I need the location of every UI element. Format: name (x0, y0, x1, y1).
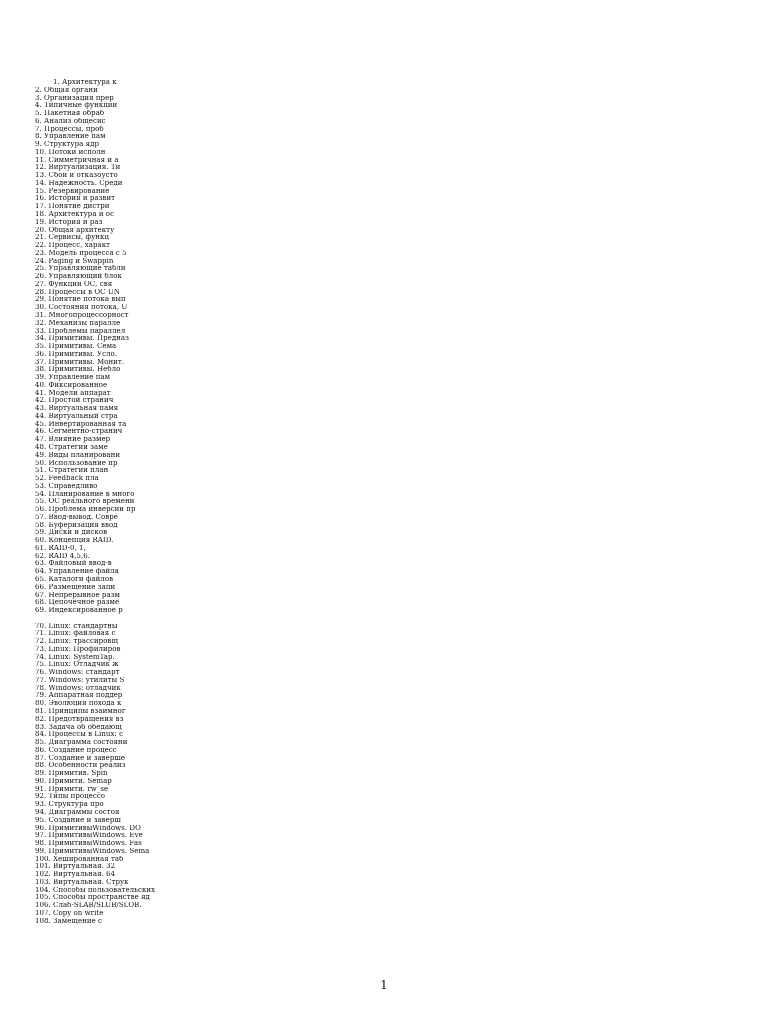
toc-item: 24. Paging и Swappin (35, 257, 114, 265)
toc-item: 73. Linux: Профилиров (35, 645, 121, 653)
toc-item: 96. ПримитивыWindows. DO (35, 824, 141, 832)
toc-item: 36. Примитивы. Усло. (35, 350, 118, 358)
toc-item: 11. Симметричная и а (35, 156, 119, 164)
toc-item: 30. Состояния потока, U (35, 304, 128, 312)
toc-item: 86. Создание процесс (35, 746, 117, 754)
toc-item: 92. Типы процессо (35, 793, 106, 801)
toc-item: 47. Влияние размер (35, 436, 111, 444)
toc-item: 103. Виртуальная. Струк (35, 878, 129, 886)
toc-item: 57. Ввод-вывод. Совре (35, 513, 118, 521)
toc-item: 107. Copy on write (35, 909, 104, 917)
toc-item: 9. Структура ядр (35, 141, 99, 149)
toc-item: 100. Хешированная таб (35, 855, 124, 863)
toc-item: 2. Общая органи (35, 86, 98, 94)
toc-item: 56. Проблема инверсии пр (35, 506, 136, 514)
toc-item: 94. Диаграммы состоя (35, 808, 120, 816)
toc-item: 89. Примитив. Spin (35, 770, 108, 778)
toc-item: 85. Диаграмма состояни (35, 739, 128, 747)
toc-item: 6. Анализ общесис (35, 117, 106, 125)
toc-item: 18. Архитектура и ос (35, 211, 115, 219)
toc-item: 61. RAID-0, 1, (35, 544, 86, 552)
toc-item: 16. История и развит (35, 195, 116, 203)
toc-item: 5. Пакетная обраб (35, 110, 105, 118)
toc-item: 91. Примити. rw_se (35, 785, 109, 793)
toc-item: 1. Архитектура к (53, 79, 117, 86)
toc-item: 8. Управление пам (35, 133, 106, 141)
page-number: 1 (380, 978, 388, 992)
toc-item: 12. Виртуализация. Ти (35, 164, 121, 172)
toc-item: 99. ПримитивыWindows. Sema (35, 847, 150, 855)
toc-item: 32. Механизы паралле (35, 319, 121, 327)
toc-item: 41. Модели аппарат (35, 389, 111, 397)
toc-item: 23. Модель процесса с 5 (35, 249, 127, 257)
toc-item: 45. Инвертированная та (35, 420, 127, 428)
toc-item: 106. Слаб-SLAB/SLUB/SLOB. (35, 902, 142, 910)
toc-item: 40. Фиксированное (35, 381, 108, 389)
toc-item: 22. Процесс, характ (35, 242, 111, 250)
toc-item: 17. Понятие дистри (35, 203, 110, 211)
toc-item: 53. Справедливо (35, 482, 98, 490)
toc-item: 65. Каталоги файлов (35, 576, 114, 583)
toc-item: 78. Windows: отладчик (35, 684, 121, 692)
toc-item: 69. Индексированное р (35, 607, 123, 615)
toc-item: 13. Сбои и отказоусто (35, 172, 118, 180)
toc-item: 101. Виртуальная. 32 (35, 863, 116, 871)
toc-item: 74. Linux: SystemTap. (35, 653, 115, 661)
toc-item: 108. Замещение с (35, 917, 103, 925)
toc-item: 21. Сервисы, функц (35, 234, 109, 242)
toc-item: 68. Цепочечное разме (35, 599, 120, 607)
toc-item: 46. Сегментно-странич (35, 428, 123, 436)
toc-item: 51. Стратегии план (35, 467, 109, 475)
toc-item: 76. Windows: стандарт (35, 669, 120, 677)
toc-item: 48. Стратегии заме (35, 443, 108, 451)
toc-item: 25. Управляющие табли (35, 265, 126, 273)
toc-item: 95. Создание и заверш (35, 816, 121, 824)
toc-item: 71. Linux: файловая с (35, 630, 116, 638)
toc-item: 10. Потоки исполн (35, 148, 106, 156)
toc-item: 7. Процессы, проб (35, 125, 104, 133)
toc-item: 50. Использование пр (35, 459, 118, 467)
toc-item: 39. Управление пам (35, 374, 111, 382)
toc-item: 63. Файловый ввод-в (35, 560, 112, 568)
toc-item: 35. Примитивы. Сема (35, 343, 117, 351)
toc-item: 37. Примитивы. Монит. (35, 358, 125, 366)
toc-item: 105. Способы пространстве яд (35, 894, 150, 902)
toc-item: 98. ПримитивыWindows. Fas (35, 840, 142, 848)
toc-item: 72. Linux: трассировщ (35, 638, 119, 646)
toc-item: 29. Понятие потока вып (35, 296, 126, 304)
toc-item: 66. Размещение запи (35, 583, 116, 591)
toc-item: 80. Эволюция похода к (35, 700, 122, 708)
toc-item: 54. Планирование в много (35, 490, 135, 498)
toc-item: 75. Linux: Отладчик ж (35, 661, 119, 669)
toc-item: 49. Виды планировани (35, 451, 121, 459)
toc-item: 67. Непрерывное разм (35, 591, 121, 599)
toc-item: 43. Виртуальная памя (35, 405, 119, 413)
toc-item: 4. Типичные функции (35, 102, 118, 110)
toc-item: 88. Особенности реализ (35, 762, 126, 770)
toc-item: 83. Задача об обедающ (35, 723, 122, 731)
toc-item: 64. Управление файла (35, 568, 119, 576)
toc-item: 28. Процессы в ОС UN (35, 288, 120, 296)
toc-item: 93. Структура про (35, 801, 104, 809)
toc-item: 79. Аппаратная поддер (35, 692, 123, 700)
toc-item: 14. Надежность. Среди (35, 179, 123, 187)
toc-item: 15. Резервирование (35, 187, 110, 195)
toc-item: 77. Windows: утилиты S (35, 676, 125, 684)
toc-item: 19. История и раз (35, 218, 103, 226)
toc-item: 87. Создание и заверше (35, 754, 126, 762)
toc-item: 90. Примити. Semap (35, 777, 112, 785)
toc-item: 62. RAID 4,5,6. (35, 552, 91, 560)
toc-item: 84. Процессы в Linux: с (35, 731, 124, 739)
toc-section-gap (35, 615, 295, 623)
toc-item: 44. Виртуальный стра (35, 412, 118, 420)
toc-item: 60. Концепция RAID. (35, 537, 114, 545)
toc-item: 97. ПримитивыWindows. Eve (35, 832, 143, 840)
toc-item: 31. Многопроцессорност (35, 311, 129, 319)
toc-item: 42. Простой странич (35, 397, 114, 405)
toc-item: 52. Feedback пла (35, 475, 99, 483)
toc-item: 104. Способы пользовательских (35, 886, 156, 894)
toc-item: 81. Принципы взаимног (35, 708, 126, 716)
toc-item: 70. Linux: стандартны (35, 622, 118, 630)
toc-item: 58. Буферизация ввод (35, 521, 118, 529)
toc-item: 20. Общая архитекту (35, 226, 115, 234)
toc-item: 82. Предотвращения вз (35, 715, 124, 723)
toc-item: 26. Управляющий блок (35, 273, 122, 281)
toc-item: 34. Примитивы. Предназ (35, 335, 130, 343)
toc-item: 38. Примитивы. Небло (35, 366, 121, 374)
toc-item: 33. Проблемы параллел (35, 327, 126, 335)
toc-item: 3. Организация прер (35, 94, 114, 102)
toc-item: 59. Диски и дисков (35, 529, 108, 537)
toc-item: 55. ОС реального времени (35, 498, 135, 506)
toc-item: 27. Функции ОС, свя (35, 280, 113, 288)
toc-item: 102. Виртуальная. 64 (35, 871, 116, 879)
table-of-contents (35, 79, 295, 925)
